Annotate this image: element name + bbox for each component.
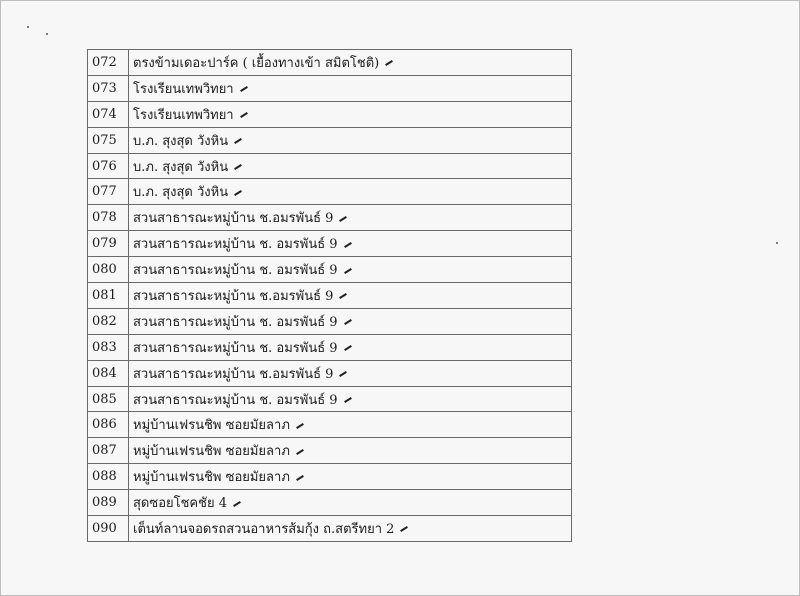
row-place-text: ตรงข้ามเดอะปาร์ค ( เยื้องทางเข้า สมิตโชติ) xyxy=(133,55,380,71)
check-mark-icon xyxy=(340,216,348,222)
row-place-text: สวนสาธารณะหมู่บ้าน ช. อมรพันธ์ 9 xyxy=(133,263,338,279)
check-mark-icon xyxy=(234,164,242,170)
scan-speck xyxy=(27,26,29,28)
table-row xyxy=(88,257,572,283)
row-place xyxy=(129,386,572,412)
check-mark-icon xyxy=(234,138,242,144)
row-place xyxy=(129,334,572,360)
row-code: 075 xyxy=(88,127,129,153)
row-place xyxy=(129,283,572,309)
table-row xyxy=(88,75,572,101)
row-place xyxy=(129,464,572,490)
check-mark-icon xyxy=(344,345,352,351)
location-table xyxy=(87,49,572,542)
row-place xyxy=(129,127,572,153)
row-place xyxy=(129,360,572,386)
row-place xyxy=(129,308,572,334)
row-code: 081 xyxy=(88,283,129,309)
table-row xyxy=(88,127,572,153)
row-place-text: หมู่บ้านเฟรนชิพ ซอยมัยลาภ xyxy=(133,444,290,460)
row-code: 087 xyxy=(88,438,129,464)
table-row xyxy=(88,50,572,76)
row-place xyxy=(129,490,572,516)
scan-speck xyxy=(776,242,778,244)
row-place-text: สวนสาธารณะหมู่บ้าน ช. อมรพันธ์ 9 xyxy=(133,314,338,330)
row-place-text: โรงเรียนเทพวิทยา xyxy=(133,107,234,123)
row-place xyxy=(129,412,572,438)
row-code: 079 xyxy=(88,231,129,257)
row-place xyxy=(129,438,572,464)
check-mark-icon xyxy=(233,501,241,507)
row-place xyxy=(129,257,572,283)
row-code: 085 xyxy=(88,386,129,412)
check-mark-icon xyxy=(344,242,352,248)
row-place xyxy=(129,179,572,205)
row-place-text: บ.ภ. สุงสุด วังหิน xyxy=(133,159,229,175)
table-row xyxy=(88,412,572,438)
table-row xyxy=(88,205,572,231)
row-code: 083 xyxy=(88,334,129,360)
row-code: 077 xyxy=(88,179,129,205)
table-row xyxy=(88,360,572,386)
check-mark-icon xyxy=(296,449,304,455)
row-place-text: เต็นท์ลานจอดรถสวนอาหารส้มกุ้ง ถ.สตรีทยา 2 xyxy=(133,521,395,537)
table-row xyxy=(88,179,572,205)
check-mark-icon xyxy=(344,319,352,325)
row-place-text: โรงเรียนเทพวิทยา xyxy=(133,81,234,97)
row-place-text: สวนสาธารณะหมู่บ้าน ช.อมรพันธ์ 9 xyxy=(133,288,334,304)
row-code: 078 xyxy=(88,205,129,231)
row-place-text: สวนสาธารณะหมู่บ้าน ช. อมรพันธ์ 9 xyxy=(133,340,338,356)
row-code: 073 xyxy=(88,75,129,101)
table-row xyxy=(88,490,572,516)
check-mark-icon xyxy=(240,112,248,118)
table-row xyxy=(88,101,572,127)
check-mark-icon xyxy=(344,268,352,274)
row-place-text: สวนสาธารณะหมู่บ้าน ช. อมรพันธ์ 9 xyxy=(133,392,338,408)
row-place-text: บ.ภ. สุงสุด วังหิน xyxy=(133,185,229,201)
check-mark-icon xyxy=(240,86,248,92)
check-mark-icon xyxy=(385,60,393,66)
row-place-text: หมู่บ้านเฟรนชิพ ซอยมัยลาภ xyxy=(133,418,290,434)
check-mark-icon xyxy=(296,475,304,481)
table-row xyxy=(88,308,572,334)
row-code: 080 xyxy=(88,257,129,283)
row-code: 076 xyxy=(88,153,129,179)
row-place xyxy=(129,205,572,231)
row-place-text: สุดซอยโชคชัย 4 xyxy=(133,496,227,512)
row-code: 088 xyxy=(88,464,129,490)
check-mark-icon xyxy=(344,397,352,403)
row-code: 089 xyxy=(88,490,129,516)
row-place xyxy=(129,50,572,76)
table-row xyxy=(88,516,572,542)
table-row xyxy=(88,464,572,490)
table-row xyxy=(88,283,572,309)
check-mark-icon xyxy=(340,293,348,299)
row-place xyxy=(129,153,572,179)
row-code: 086 xyxy=(88,412,129,438)
row-place-text: สวนสาธารณะหมู่บ้าน ช.อมรพันธ์ 9 xyxy=(133,211,334,227)
location-table-body xyxy=(88,50,572,542)
table-row xyxy=(88,438,572,464)
check-mark-icon xyxy=(400,527,408,533)
row-code: 084 xyxy=(88,360,129,386)
row-place-text: หมู่บ้านเฟรนชิพ ซอยมัยลาภ xyxy=(133,470,290,486)
table-row xyxy=(88,334,572,360)
table-row xyxy=(88,231,572,257)
row-code: 090 xyxy=(88,516,129,542)
row-code: 082 xyxy=(88,308,129,334)
row-place xyxy=(129,231,572,257)
row-place xyxy=(129,516,572,542)
row-place-text: สวนสาธารณะหมู่บ้าน ช. อมรพันธ์ 9 xyxy=(133,237,338,253)
check-mark-icon xyxy=(340,371,348,377)
scan-speck xyxy=(46,33,48,35)
check-mark-icon xyxy=(296,423,304,429)
row-place xyxy=(129,75,572,101)
row-place-text: สวนสาธารณะหมู่บ้าน ช.อมรพันธ์ 9 xyxy=(133,366,334,382)
row-place xyxy=(129,101,572,127)
table-row xyxy=(88,386,572,412)
check-mark-icon xyxy=(234,190,242,196)
row-place-text: บ.ภ. สุงสุด วังหิน xyxy=(133,133,229,149)
row-code: 072 xyxy=(88,50,129,76)
table-row xyxy=(88,153,572,179)
row-code: 074 xyxy=(88,101,129,127)
